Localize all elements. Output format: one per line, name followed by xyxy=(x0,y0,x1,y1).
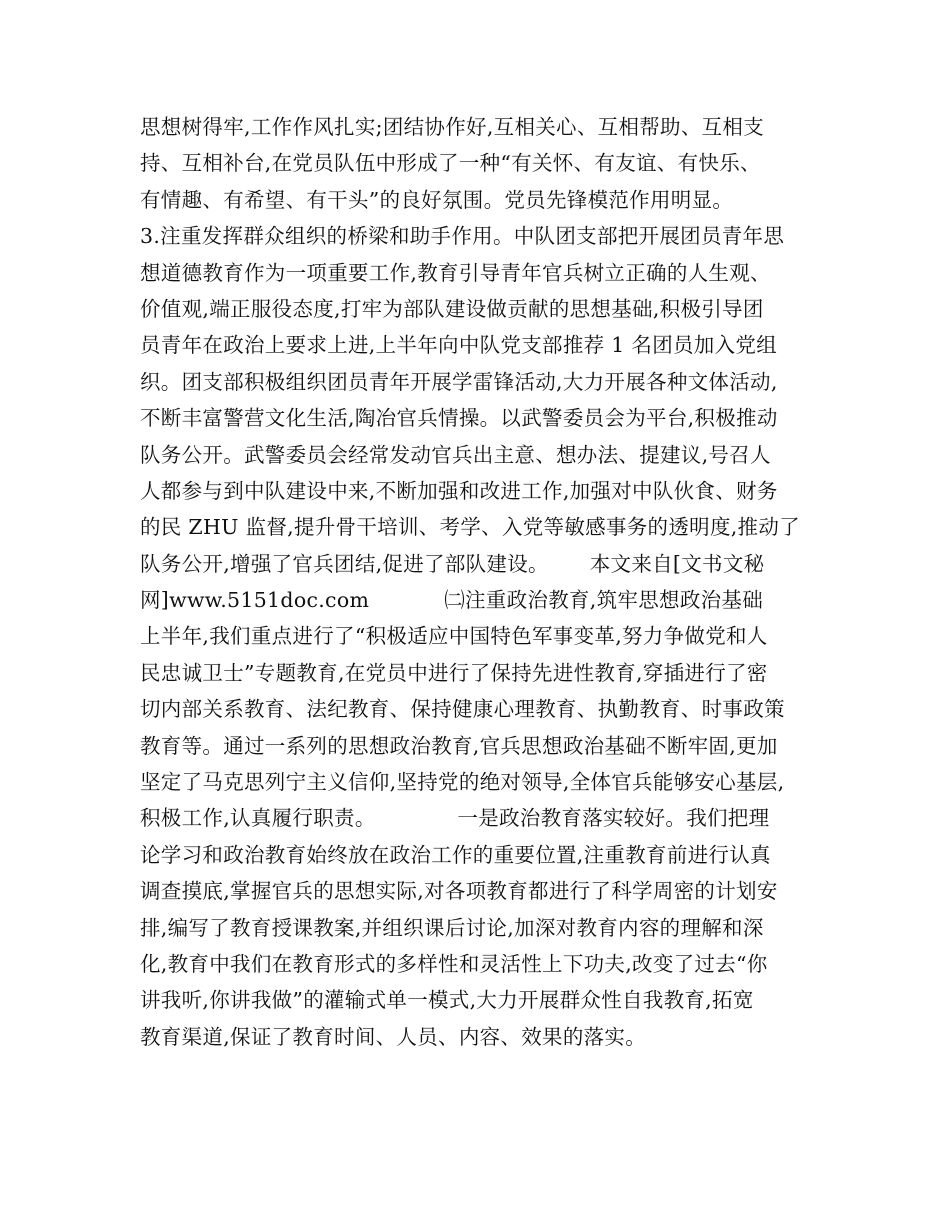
text-line: 论学习和政治教育始终放在政治工作的重要位置,注重教育前进行认真 xyxy=(140,842,771,867)
text-line: 民忠诚卫士”专题教育,在党员中进行了保持先进性教育,穿插进行了密 xyxy=(140,660,768,685)
text-line: 坚定了马克思列宁主义信仰,坚持党的绝对领导,全体官兵能够安心基层, xyxy=(140,770,785,795)
text-line: 积极工作,认真履行职责。 一是政治教育落实较好。我们把理 xyxy=(140,806,770,831)
text-line: 队务公开。武警委员会经常发动官兵出主意、想办法、提建议,号召人 xyxy=(140,442,771,467)
text-line: 上半年,我们重点进行了“积极适应中国特色军事变革,努力争做党和人 xyxy=(140,624,768,649)
text-line: 排,编写了教育授课教案,并组织课后讨论,加深对教育内容的理解和深 xyxy=(140,915,764,940)
text-line: 调查摸底,掌握官兵的思想实际,对各项教育都进行了科学周密的计划安 xyxy=(140,879,778,904)
text-line: 价值观,端正服役态度,打牢为部队建设做贡献的思想基础,积极引导团 xyxy=(140,296,764,321)
text-line: 网]www.5151doc.com ㈡注重政治教育,筑牢思想政治基础 xyxy=(140,588,764,613)
text-line: 教育渠道,保证了教育时间、人员、内容、效果的落实。 xyxy=(140,1024,647,1049)
text-line: 的民 ZHU 监督,提升骨干培训、考学、入党等敏感事务的透明度,推动了 xyxy=(140,515,800,540)
text-line: 队务公开,增强了官兵团结,促进了部队建设。 本文来自[文书文秘 xyxy=(140,551,765,576)
text-line: 教育等。通过一系列的思想政治教育,官兵思想政治基础不断牢固,更加 xyxy=(140,733,778,758)
text-line: 想道德教育作为一项重要工作,教育引导青年官兵树立正确的人生观、 xyxy=(140,260,771,285)
text-line: 不断丰富警营文化生活,陶冶官兵情操。以武警委员会为平台,积极推动 xyxy=(140,406,778,431)
text-line: 员青年在政治上要求上进,上半年向中队党支部推荐 1 名团员加入党组 xyxy=(140,333,777,358)
text-line: 人都参与到中队建设中来,不断加强和改进工作,加强对中队伙食、财务 xyxy=(140,478,778,503)
text-line: 讲我听,你讲我做”的灌输式单一模式,大力开展群众性自我教育,拓宽 xyxy=(140,988,754,1013)
text-line: 化,教育中我们在教育形式的多样性和灵活性上下功夫,改变了过去“你 xyxy=(140,951,768,976)
text-line: 切内部关系教育、法纪教育、保持健康心理教育、执勤教育、时事政策 xyxy=(140,697,785,722)
text-line: 织。团支部积极组织团员青年开展学雷锋活动,大力开展各种文体活动, xyxy=(140,369,778,394)
text-line: 持、互相补台,在党员队伍中形成了一种“有关怀、有友谊、有快乐、 xyxy=(140,151,761,176)
text-line: 有情趣、有希望、有干头”的良好氛围。党员先锋模范作用明显。 xyxy=(140,187,734,212)
body-text xyxy=(140,109,820,1055)
text-line: 思想树得牢,工作作风扎实;团结协作好,互相关心、互相帮助、互相支 xyxy=(140,115,765,139)
text-line: 3.注重发挥群众组织的桥梁和助手作用。中队团支部把开展团员青年思 xyxy=(140,224,785,249)
